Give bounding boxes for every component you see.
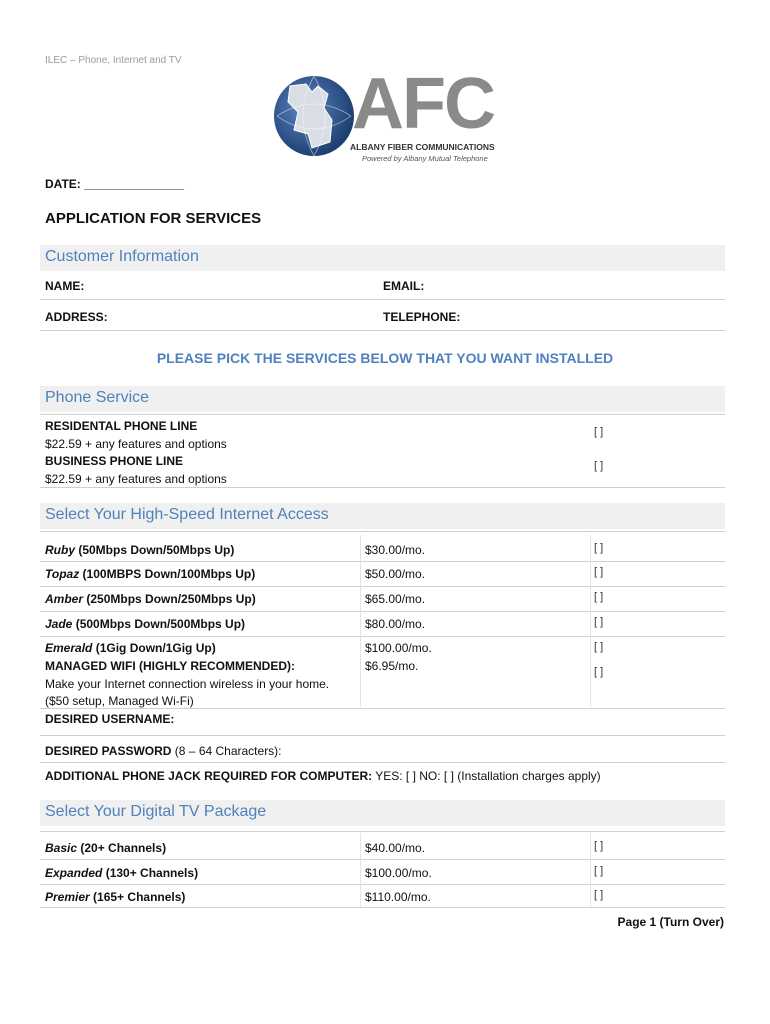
address-field-line[interactable] bbox=[40, 330, 725, 331]
internet-plan-jade-price: $80.00/mo. bbox=[365, 617, 426, 631]
internet-plan-ruby-price: $30.00/mo. bbox=[365, 543, 426, 557]
managed-wifi-price: $6.95/mo. bbox=[365, 659, 419, 673]
divider bbox=[40, 531, 725, 532]
phone-service-heading: Phone Service bbox=[45, 389, 150, 406]
divider bbox=[40, 859, 725, 860]
address-label: ADDRESS: bbox=[45, 310, 108, 324]
internet-plan-topaz-price: $50.00/mo. bbox=[365, 567, 426, 581]
business-phone-label: BUSINESS PHONE LINE bbox=[45, 454, 184, 468]
column-divider bbox=[360, 535, 361, 707]
logo-letters: AFC bbox=[352, 64, 494, 144]
divider bbox=[40, 586, 725, 587]
tv-package-expanded-checkbox[interactable]: [ ] bbox=[594, 865, 604, 877]
divider bbox=[40, 487, 725, 488]
managed-wifi-desc: Make your Internet connection wireless in your home. bbox=[45, 677, 330, 691]
column-divider bbox=[360, 833, 361, 907]
tv-package-premier-checkbox[interactable]: [ ] bbox=[594, 889, 604, 901]
tv-heading: Select Your Digital TV Package bbox=[45, 803, 267, 820]
divider bbox=[40, 907, 725, 908]
tv-package-basic-checkbox[interactable]: [ ] bbox=[594, 840, 604, 852]
internet-plan-ruby: Ruby (50Mbps Down/50Mbps Up) bbox=[45, 543, 235, 557]
divider bbox=[40, 708, 725, 709]
header-note: ILEC – Phone, Internet and TV bbox=[45, 55, 182, 66]
managed-wifi-setup: ($50 setup, Managed Wi-Fi) bbox=[45, 694, 194, 708]
desired-username-label: DESIRED USERNAME: bbox=[45, 712, 175, 726]
internet-section-header bbox=[40, 503, 725, 529]
internet-plan-ruby-checkbox[interactable]: [ ] bbox=[594, 542, 604, 554]
divider bbox=[40, 884, 725, 885]
tv-section-header bbox=[40, 800, 725, 826]
divider bbox=[40, 611, 725, 612]
business-phone-checkbox[interactable]: [ ] bbox=[594, 460, 604, 472]
internet-heading: Select Your High-Speed Internet Access bbox=[45, 506, 329, 523]
afc-logo bbox=[272, 64, 502, 167]
business-phone-price: $22.59 + any features and options bbox=[45, 472, 227, 486]
managed-wifi-label: MANAGED WIFI (HIGHLY RECOMMENDED): bbox=[45, 659, 295, 673]
tv-package-basic: Basic (20+ Channels) bbox=[45, 841, 167, 855]
username-field-line[interactable] bbox=[40, 735, 725, 736]
customer-info-section-header bbox=[40, 245, 725, 271]
password-field-line[interactable] bbox=[40, 762, 725, 763]
internet-plan-amber: Amber (250Mbps Down/250Mbps Up) bbox=[45, 592, 256, 606]
pick-services-heading: PLEASE PICK THE SERVICES BELOW THAT YOU WANT INSTALLED bbox=[156, 350, 614, 366]
phone-service-section-header bbox=[40, 386, 725, 412]
page-number: Page 1 (Turn Over) bbox=[617, 915, 724, 929]
internet-plan-amber-checkbox[interactable]: [ ] bbox=[594, 591, 604, 603]
column-divider bbox=[590, 833, 591, 907]
tv-package-premier-price: $110.00/mo. bbox=[365, 890, 431, 904]
divider bbox=[40, 414, 725, 415]
residential-phone-checkbox[interactable]: [ ] bbox=[594, 426, 604, 438]
tv-package-premier: Premier (165+ Channels) bbox=[45, 890, 186, 904]
internet-plan-emerald: Emerald (1Gig Down/1Gig Up) bbox=[45, 641, 216, 655]
email-label: EMAIL: bbox=[383, 279, 425, 293]
tv-package-expanded: Expanded (130+ Channels) bbox=[45, 866, 199, 880]
name-field-line[interactable] bbox=[40, 299, 725, 300]
internet-plan-topaz: Topaz (100MBPS Down/100Mbps Up) bbox=[45, 567, 256, 581]
residential-phone-price: $22.59 + any features and options bbox=[45, 437, 227, 451]
logo-tagline: Powered by Albany Mutual Telephone bbox=[362, 154, 488, 163]
internet-plan-jade: Jade (500Mbps Down/500Mbps Up) bbox=[45, 617, 246, 631]
page-title: APPLICATION FOR SERVICES bbox=[45, 210, 262, 227]
desired-password-label: DESIRED PASSWORD (8 – 64 Characters): bbox=[45, 744, 282, 758]
additional-jack-row[interactable]: ADDITIONAL PHONE JACK REQUIRED FOR COMPUTER: YES: [ ] NO: [ ] (Installation charges apply) bbox=[45, 769, 601, 783]
tv-package-expanded-price: $100.00/mo. bbox=[365, 866, 432, 880]
internet-plan-amber-price: $65.00/mo. bbox=[365, 592, 426, 606]
internet-plan-jade-checkbox[interactable]: [ ] bbox=[594, 616, 604, 628]
divider bbox=[40, 561, 725, 562]
internet-plan-emerald-price: $100.00/mo. bbox=[365, 641, 432, 655]
name-label: NAME: bbox=[45, 279, 85, 293]
divider bbox=[40, 636, 725, 637]
managed-wifi-checkbox[interactable]: [ ] bbox=[594, 666, 604, 678]
date-field[interactable]: DATE: _______________ bbox=[45, 177, 185, 191]
column-divider bbox=[590, 535, 591, 707]
tv-package-basic-price: $40.00/mo. bbox=[365, 841, 426, 855]
internet-plan-topaz-checkbox[interactable]: [ ] bbox=[594, 566, 604, 578]
residential-phone-label: RESIDENTAL PHONE LINE bbox=[45, 419, 198, 433]
customer-info-heading: Customer Information bbox=[45, 248, 199, 265]
telephone-label: TELEPHONE: bbox=[383, 310, 461, 324]
internet-plan-emerald-checkbox[interactable]: [ ] bbox=[594, 641, 604, 653]
logo-company-name: ALBANY FIBER COMMUNICATIONS bbox=[350, 142, 495, 152]
divider bbox=[40, 831, 725, 832]
